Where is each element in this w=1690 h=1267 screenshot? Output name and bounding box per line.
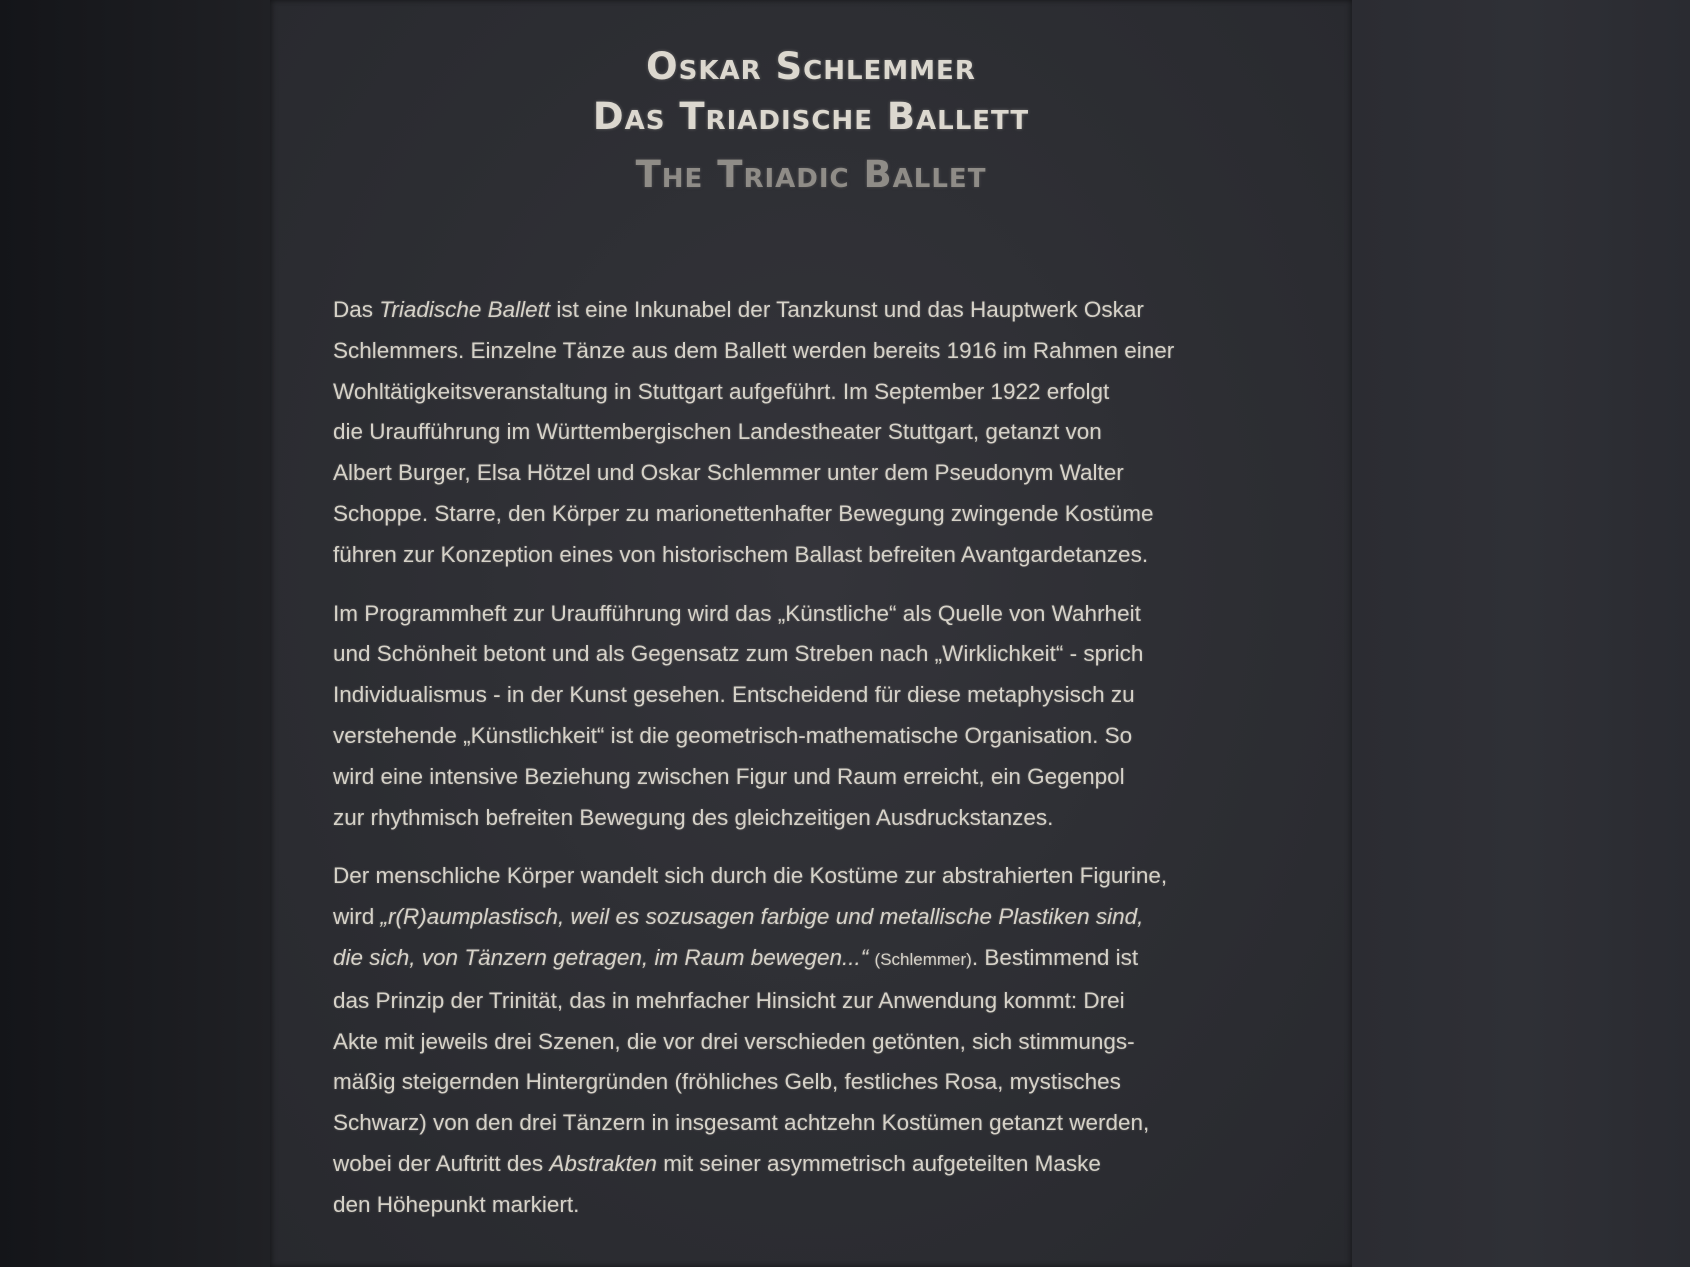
text-segment: „r(R)aumplastisch, weil es sozusagen farbige und metallische Plastiken sind,	[380, 904, 1144, 930]
text-segment: Schoppe. Starre, den Körper zu marionettenhafter Bewegung zwingende Kostüme	[333, 500, 1154, 526]
text-segment: führen zur Konzeption eines von historischem Ballast befreiten Avantgardetanzes.	[333, 541, 1149, 567]
text-segment: Akte mit jeweils drei Szenen, die vor drei verschieden getönten, sich stimmungs-	[333, 1028, 1135, 1054]
text-segment: wobei der Auftritt des	[333, 1150, 550, 1176]
dark-wall-left	[0, 0, 270, 1267]
paragraph-1	[333, 290, 1318, 576]
placard-body-text	[333, 290, 1318, 1244]
text-segment: Schwarz) von den drei Tänzern in insgesamt achtzehn Kostümen getanzt werden,	[333, 1110, 1150, 1136]
text-line	[333, 798, 1318, 839]
text-line	[333, 757, 1318, 798]
text-segment: wird eine intensive Beziehung zwischen Figur und Raum erreicht, ein Gegenpol	[333, 763, 1125, 789]
text-line	[333, 634, 1318, 675]
text-segment: Im Programmheft zur Uraufführung wird das „Künstliche“ als Quelle von Wahrheit	[333, 600, 1141, 626]
text-segment: . Bestimmend ist	[971, 944, 1139, 970]
text-line	[333, 494, 1318, 535]
text-segment: die Uraufführung im Württembergischen Landestheater Stuttgart, getanzt von	[333, 419, 1102, 445]
text-line	[333, 716, 1318, 757]
text-line	[333, 290, 1318, 331]
text-line	[333, 897, 1318, 938]
text-segment: mit seiner asymmetrisch aufgeteilten Maske	[656, 1150, 1101, 1176]
text-line	[333, 1144, 1318, 1185]
title-english: The Triadic Ballet	[635, 153, 987, 196]
text-segment: verstehende „Künstlichkeit“ ist die geometrisch-mathematische Organisation. So	[333, 722, 1133, 748]
text-segment: Schlemmers. Einzelne Tänze aus dem Ballett werden bereits 1916 im Rahmen einer	[333, 337, 1175, 363]
dark-wall-right	[1352, 0, 1690, 1267]
placard-heading	[270, 42, 1352, 200]
text-line	[333, 412, 1318, 453]
text-line	[333, 1185, 1318, 1226]
text-segment: Triadische Ballett	[379, 297, 551, 322]
text-line	[333, 331, 1318, 372]
text-segment: das Prinzip der Trinität, das in mehrfacher Hinsicht zur Anwendung kommt: Drei	[333, 987, 1125, 1013]
wall-text-panel	[270, 0, 1352, 1267]
text-segment: Individualismus - in der Kunst gesehen. Entscheidend für diese metaphysisch zu	[333, 682, 1135, 708]
text-line	[333, 1062, 1318, 1103]
text-segment: Das	[333, 297, 380, 322]
text-segment: Albert Burger, Elsa Hötzel und Oskar Schlemmer unter dem Pseudonym Walter	[333, 460, 1124, 486]
text-segment: ist eine Inkunabel der Tanzkunst und das Hauptwerk Oskar	[550, 297, 1144, 322]
artist-name: Oskar Schlemmer	[646, 45, 976, 88]
text-segment: (Schlemmer)	[874, 949, 972, 969]
text-line	[333, 372, 1318, 413]
text-segment: den Höhepunkt markiert.	[333, 1191, 580, 1217]
text-segment: die sich, von Tänzern getragen, im Raum bewegen...“	[333, 944, 869, 970]
text-line	[333, 675, 1318, 716]
paragraph-2	[333, 594, 1318, 839]
text-segment: Abstrakten	[549, 1150, 657, 1176]
text-line	[333, 453, 1318, 494]
title-german: Das Triadische Ballett	[592, 95, 1030, 138]
text-line	[333, 535, 1318, 576]
text-segment: mäßig steigernden Hintergründen (fröhliches Gelb, festliches Rosa, mystisches	[333, 1069, 1121, 1095]
text-segment: Wohltätigkeitsveranstaltung in Stuttgart aufgeführt. Im September 1922 erfolgt	[333, 378, 1110, 404]
paragraph-3	[333, 856, 1318, 1225]
text-segment: Der menschliche Körper wandelt sich durch die Kostüme zur abstrahierten Figurine,	[333, 863, 1168, 889]
text-line	[333, 1103, 1318, 1144]
text-line	[333, 981, 1318, 1022]
text-line	[333, 856, 1318, 897]
text-line	[333, 594, 1318, 635]
text-segment: zur rhythmisch befreiten Bewegung des gleichzeitigen Ausdruckstanzes.	[333, 804, 1054, 830]
text-segment: und Schönheit betont und als Gegensatz zum Streben nach „Wirklichkeit“ - sprich	[333, 641, 1144, 667]
text-line	[333, 938, 1318, 981]
text-segment: wird	[333, 904, 381, 930]
text-line	[333, 1022, 1318, 1063]
